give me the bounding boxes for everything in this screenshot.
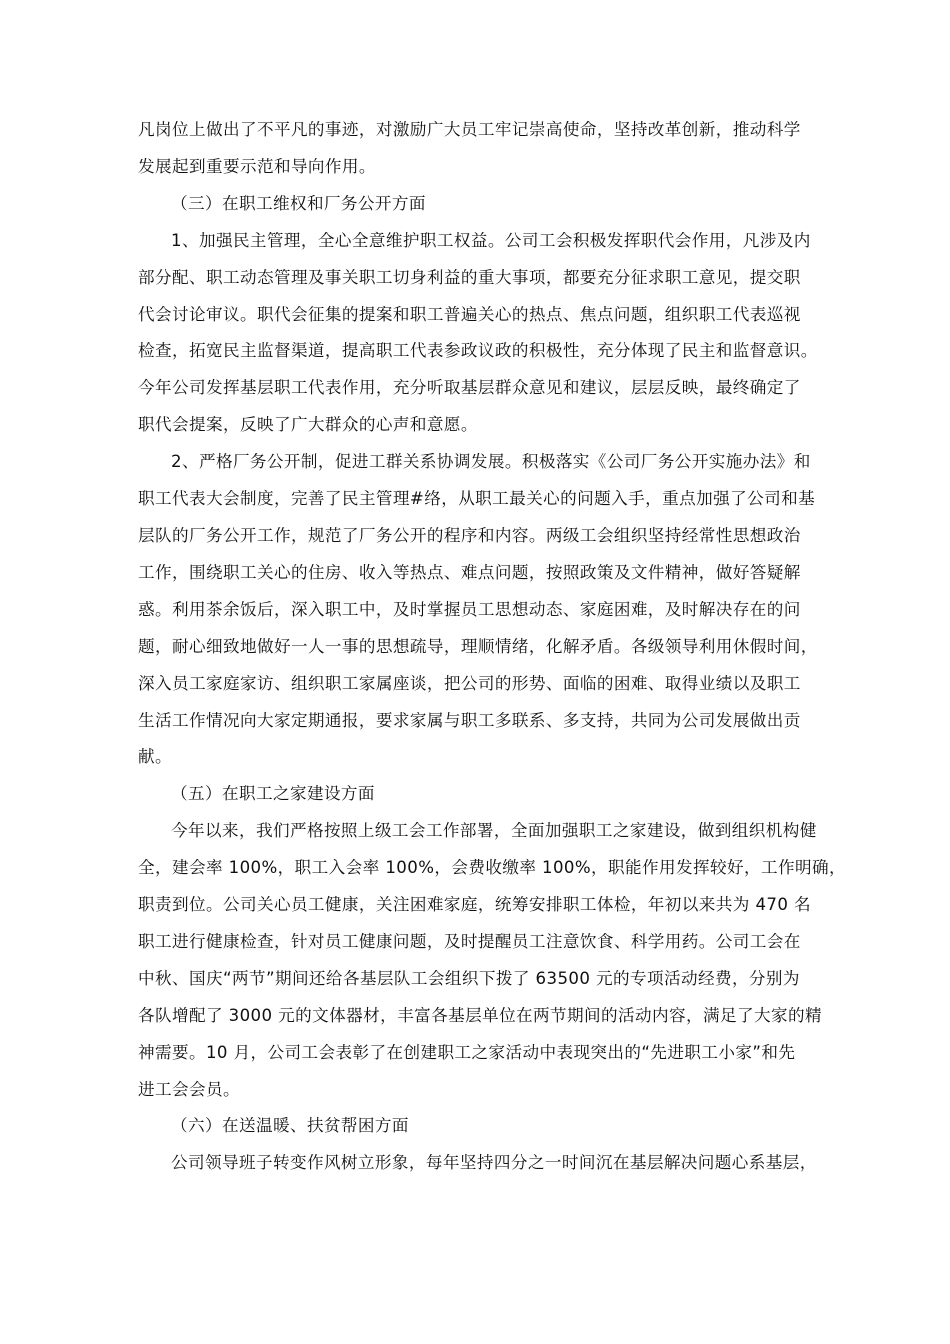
text-line: 工作，围绕职工关心的住房、收入等热点、难点问题，按照政策及文件精神，做好答疑解	[138, 562, 801, 582]
text-line: 职代会提案，反映了广大群众的心声和意愿。	[138, 415, 478, 435]
paragraph-warmth-poverty	[138, 1145, 828, 1182]
paragraph-continuation	[138, 112, 828, 186]
text-line: 2、严格厂务公开制，促进工群关系协调发展。积极落实《公司厂务公开实施办法》和	[171, 452, 811, 472]
text-line: 公司领导班子转变作风树立形象，每年坚持四分之一时间沉在基层解决问题心系基层，	[171, 1153, 817, 1173]
heading-text: （三）在职工维权和厂务公开方面	[171, 193, 426, 213]
text-line: 发展起到重要示范和导向作用。	[138, 156, 376, 176]
document-body	[138, 112, 846, 1182]
text-line: 部分配、职工动态管理及事关职工切身利益的重大事项，都要充分征求职工意见，提交职	[138, 267, 801, 287]
text-line: 全，建会率 100%，职工入会率 100%，会费收缴率 100%，职能作用发挥较好，工作明确，	[138, 858, 846, 878]
text-line: 各队增配了 3000 元的文体器材，丰富各基层单位在两节期间的活动内容，满足了大家的精	[138, 1005, 822, 1025]
text-line: 职工代表大会制度，完善了民主管理#络，从职工最关心的问题入手，重点加强了公司和基	[138, 489, 816, 509]
text-line: 生活工作情况向大家定期通报，要求家属与职工多联系、多支持，共同为公司发展做出贡	[138, 710, 801, 730]
paragraph-democratic-management	[138, 223, 828, 444]
text-line: 今年以来，我们严格按照上级工会工作部署，全面加强职工之家建设，做到组织机构健	[171, 821, 817, 841]
text-line: 中秋、国庆“两节”期间还给各基层队工会组织下拨了 63500 元的专项活动经费，分别为	[138, 968, 800, 988]
section-heading-6	[138, 1108, 828, 1145]
paragraph-workers-home	[138, 813, 846, 1108]
paragraph-factory-affairs	[138, 444, 828, 776]
text-line: 代会讨论审议。职代会征集的提案和职工普遍关心的热点、焦点问题，组织职工代表巡视	[138, 304, 801, 324]
text-line: 惑。利用茶余饭后，深入职工中，及时掌握员工思想动态、家庭困难，及时解决存在的问	[138, 599, 801, 619]
text-line: 深入员工家庭家访、组织职工家属座谈，把公司的形势、面临的困难、取得业绩以及职工	[138, 673, 801, 693]
text-line: 职工进行健康检查，针对员工健康问题，及时提醒员工注意饮食、科学用药。公司工会在	[138, 931, 801, 951]
section-heading-5	[138, 776, 828, 813]
text-line: 今年公司发挥基层职工代表作用，充分听取基层群众意见和建议，层层反映，最终确定了	[138, 378, 801, 398]
text-line: 职责到位。公司关心员工健康，关注困难家庭，统筹安排职工体检，年初以来共为 470 名	[138, 895, 811, 915]
heading-text: （五）在职工之家建设方面	[171, 784, 375, 804]
text-line: 凡岗位上做出了不平凡的事迹，对激励广大员工牢记崇高使命，坚持改革创新，推动科学	[138, 120, 801, 139]
section-heading-3	[138, 186, 828, 223]
text-line: 进工会会员。	[138, 1079, 240, 1099]
text-line: 层队的厂务公开工作，规范了厂务公开的程序和内容。两级工会组织坚持经常性思想政治	[138, 525, 801, 545]
text-line: 检查，拓宽民主监督渠道，提高职工代表参政议政的积极性，充分体现了民主和监督意识。	[138, 341, 818, 361]
text-line: 神需要。10 月，公司工会表彰了在创建职工之家活动中表现突出的“先进职工小家”和先	[138, 1042, 796, 1062]
text-line: 题，耐心细致地做好一人一事的思想疏导，理顺情绪，化解矛盾。各级领导利用休假时间，	[138, 636, 818, 656]
text-line: 1、加强民主管理，全心全意维护职工权益。公司工会积极发挥职代会作用，凡涉及内	[171, 230, 811, 250]
heading-text: （六）在送温暖、扶贫帮困方面	[171, 1116, 409, 1136]
text-line: 献。	[138, 747, 172, 767]
